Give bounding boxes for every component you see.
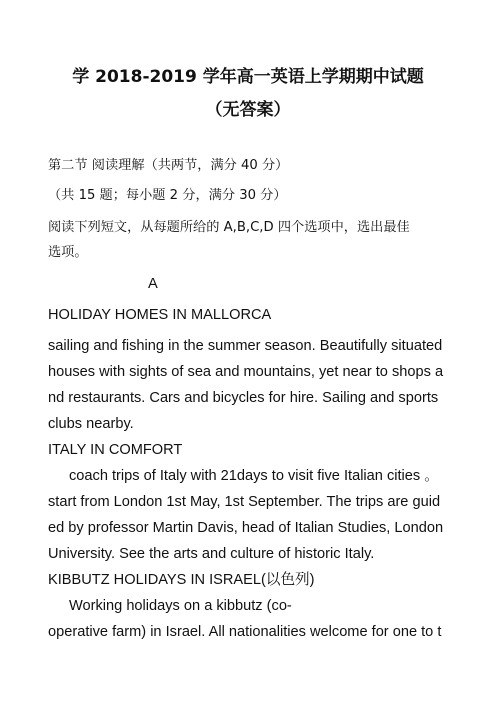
ad-israel-line: operative farm) in Israel. All nationalities welcome for one to t: [48, 624, 442, 640]
ad-heading-israel: KIBBUTZ HOLIDAYS IN ISRAEL(以色列): [48, 572, 315, 588]
ad-heading-italy: ITALY IN COMFORT: [48, 442, 183, 458]
instructions-line-2: 选项。: [48, 245, 88, 260]
ad-italy-line: start from London 1st May, 1st September. The trips are guid: [48, 494, 441, 510]
document-title: 学 2018-2019 学年高一英语上学期期中试题: [72, 67, 424, 87]
ad-italy-line: coach trips of Italy with 21days to visit five Italian cities 。: [69, 468, 439, 484]
instructions-line-1: 阅读下列短文，从每题所给的 A,B,C,D 四个选项中，选出最佳: [48, 220, 410, 235]
ad-mallorca-line: sailing and fishing in the summer season. Beautifully situated: [48, 338, 443, 354]
ad-mallorca-line: nd restaurants. Cars and bicycles for hire. Sailing and sports: [48, 390, 439, 406]
ad-italy-line: ed by professor Martin Davis, head of Italian Studies, London: [48, 520, 444, 536]
passage-label: A: [148, 276, 158, 292]
subsection-heading: （共 15 题；每小题 2 分，满分 30 分）: [48, 188, 287, 203]
ad-heading-mallorca: HOLIDAY HOMES IN MALLORCA: [48, 307, 272, 323]
ad-mallorca-line: clubs nearby.: [48, 416, 134, 432]
section-heading: 第二节 阅读理解（共两节，满分 40 分）: [48, 158, 289, 173]
document-subtitle: （无答案）: [205, 100, 291, 120]
ad-israel-line: Working holidays on a kibbutz (co-: [69, 598, 292, 614]
ad-italy-line: University. See the arts and culture of historic Italy.: [48, 546, 375, 562]
ad-mallorca-line: houses with sights of sea and mountains, yet near to shops a: [48, 364, 444, 380]
